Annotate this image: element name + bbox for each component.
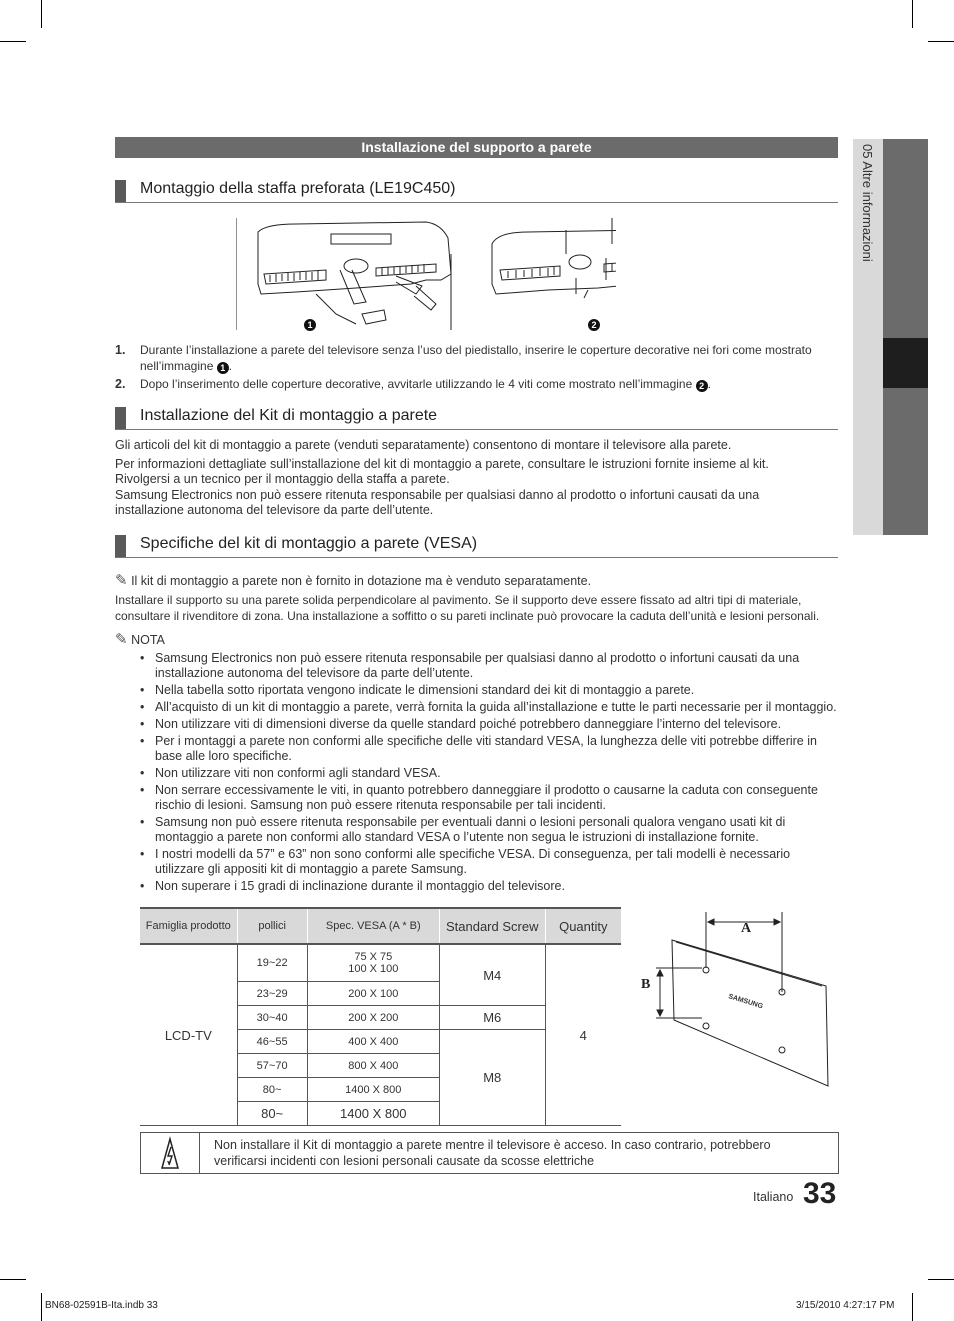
heading-text: Montaggio della staffa preforata (LE19C450) (140, 180, 456, 197)
paragraph: Samsung Electronics non può essere ritenuta responsabile per qualsiasi danno al prodotto o infortuni causati da una installazione autonoma del televisore da parte dell’utente. (115, 487, 760, 517)
paragraph: Gli articoli del kit di montaggio a parete (venduti separatamente) consentono di montare il televisore alla parete. (115, 438, 732, 452)
vesa-table (140, 907, 621, 1126)
warning-text: Non installare il Kit di montaggio a parete mentre il televisore è acceso. In caso contrario, potrebbero verificarsi incidenti con lesioni personali causate da scosse elettriche (214, 1138, 771, 1168)
side-tab-label: 05 Altre informazioni (860, 144, 875, 262)
list-item: • All’acquisto di un kit di montaggio a parete, verrà fornita la guida all’installazione e tutte le parti necessarie per il montaggio. (140, 700, 840, 715)
section-heading-vesa (115, 533, 838, 558)
print-date: 3/15/2010 4:27:17 PM (796, 1300, 895, 1311)
crop-mark (0, 1279, 26, 1280)
nota-label: ✎ NOTA (115, 631, 165, 648)
table-cell-screw: M4 (439, 944, 545, 1006)
table-header: pollici (237, 908, 307, 944)
pencil-note-icon: ✎ (115, 572, 128, 589)
samsung-logo: SAMSUNG (727, 993, 764, 1011)
section-heading-kit (115, 405, 838, 430)
table-cell-inch: 19~22 (237, 944, 307, 982)
side-tab-marker (883, 139, 928, 535)
crop-mark (928, 41, 954, 42)
page-number: 33 (803, 1177, 837, 1210)
kit-paragraphs (115, 438, 825, 519)
heading-text: Specifiche del kit di montaggio a parete (VESA) (140, 535, 478, 552)
figure-1-label: 1 (304, 314, 316, 332)
warning-icon-box (141, 1133, 200, 1173)
figure-2-label: 2 (588, 314, 600, 332)
section-banner: Installazione del supporto a parete (115, 137, 838, 158)
table-cell-vesa: 200 X 100 (307, 982, 439, 1006)
table-cell-vesa: 800 X 400 (307, 1054, 439, 1078)
table-cell-inch: 30~40 (237, 1006, 307, 1030)
crop-mark (0, 41, 26, 42)
table-cell-family: LCD-TV (140, 944, 237, 1126)
heading-bar (115, 535, 126, 557)
heading-text: Installazione del Kit di montaggio a parete (140, 407, 438, 424)
list-item: • Per i montaggi a parete non conformi alle specifiche delle viti standard VESA, la lunghezza delle viti potrebbe differire in base alle loro specifiche. (140, 734, 840, 764)
table-cell-inch: 80~ (237, 1078, 307, 1102)
table-cell-vesa: 1400 X 800 (307, 1078, 439, 1102)
table-cell-quantity: 4 (545, 944, 621, 1126)
list-item: • Non utilizzare viti di dimensioni diverse da quelle standard poiché potrebbero danneggiare l’interno del televisore. (140, 717, 840, 732)
table-header: Standard Screw (439, 908, 545, 944)
pencil-note-icon: ✎ (115, 631, 128, 648)
table-header: Spec. VESA (A * B) (307, 908, 439, 944)
figure-2-tv-back (492, 218, 616, 298)
list-item: • Non utilizzare viti non conformi agli standard VESA. (140, 766, 840, 781)
electric-shock-warning-icon (141, 1133, 199, 1173)
paragraph: Per informazioni dettagliate sull’installazione del kit di montaggio a parete, consultare le istruzioni fornite insieme al kit. (115, 456, 769, 471)
step-text: Dopo l’inserimento delle coperture decorative, avvitarle utilizzando le 4 viti come mostrato nell’immagine 2 . (140, 377, 711, 391)
table-header-row (140, 908, 621, 944)
heading-bar (115, 180, 126, 202)
table-cell-screw: M8 (439, 1030, 545, 1126)
dimension-a-label: A (741, 921, 752, 936)
bracket-illustration (236, 214, 616, 332)
step-number: 1. (115, 343, 126, 357)
figure-1-tv-back (236, 218, 451, 330)
warning-box (140, 1132, 839, 1174)
step-text: Durante l’installazione a parete del televisore senza l’uso del piedistallo, inserire le coperture decorative nei fori come mostrato nell’immagine 1 . (140, 343, 812, 373)
list-item: • Samsung non può essere ritenuta responsabile per eventuali danni o lesioni personali qualora vengano usati kit di montaggio a parete non conformi allo standard VESA o l’utente non segua le istruzioni di installazione fornite. (140, 815, 840, 845)
list-item: • Non superare i 15 gradi di inclinazione durante il montaggio del televisore. (140, 879, 840, 894)
side-tab-active (883, 338, 928, 388)
list-item: • Samsung Electronics non può essere ritenuta responsabile per qualsiasi danno al prodotto o infortuni causati da una installazione autonoma del televisore da parte dell’utente. (140, 651, 840, 681)
list-item: • I nostri modelli da 57” e 63” non sono conformi alle specifiche VESA. Di conseguenza, per tali modelli è necessario utilizzare gli appositi kit di montaggio a parete Samsung. (140, 847, 840, 877)
table-cell-vesa: 200 X 200 (307, 1006, 439, 1030)
vesa-diagram (636, 908, 836, 1088)
crop-mark (912, 1293, 913, 1321)
table-cell-inch: 57~70 (237, 1054, 307, 1078)
table-cell-vesa: 400 X 400 (307, 1030, 439, 1054)
table-cell-vesa: 1400 X 800 (307, 1102, 439, 1126)
file-info: BN68-02591B-Ita.indb 33 (45, 1300, 158, 1311)
vesa-note: ✎ Il kit di montaggio a parete non è fornito in dotazione ma è venduto separatamente. (115, 572, 592, 589)
table-cell-inch: 23~29 (237, 982, 307, 1006)
list-item: • Nella tabella sotto riportata vengono indicate le dimensioni standard dei kit di montaggio a parete. (140, 683, 840, 698)
nota-list (140, 651, 840, 896)
table-header: Quantity (545, 908, 621, 944)
table-cell-inch: 46~55 (237, 1030, 307, 1054)
step-number: 2. (115, 377, 126, 391)
table-cell-vesa: 75 X 75 100 X 100 (307, 944, 439, 982)
crop-mark (928, 1279, 954, 1280)
list-item: • Non serrare eccessivamente le viti, in quanto potrebbero danneggiare il prodotto o causarne la caduta con conseguente rischio di lesioni. Samsung non può essere ritenuta responsabile per tali incidenti. (140, 783, 840, 813)
crop-mark (41, 1293, 42, 1321)
dimension-b-label: B (641, 977, 651, 992)
table-cell-inch: 80~ (237, 1102, 307, 1126)
heading-bar (115, 407, 126, 429)
vesa-paragraph: Installare il supporto su una parete solida perpendicolare al pavimento. Se il supporto deve essere fissato ad altri tipi di materiale, consultare il rivenditore di zona. Una installazione a soffitto o su pareti inclinate può provocare la caduta dell’unità e lesioni personali. (115, 593, 820, 623)
crop-mark (912, 0, 913, 28)
table-row (140, 944, 621, 982)
table-header: Famiglia prodotto (140, 908, 237, 944)
paragraph: Rivolgersi a un tecnico per il montaggio della staffa a parete. (115, 472, 450, 486)
language-label: Italiano (753, 1190, 794, 1204)
crop-mark (41, 0, 42, 28)
section-heading-staffa (115, 178, 838, 203)
table-cell-screw: M6 (439, 1006, 545, 1030)
